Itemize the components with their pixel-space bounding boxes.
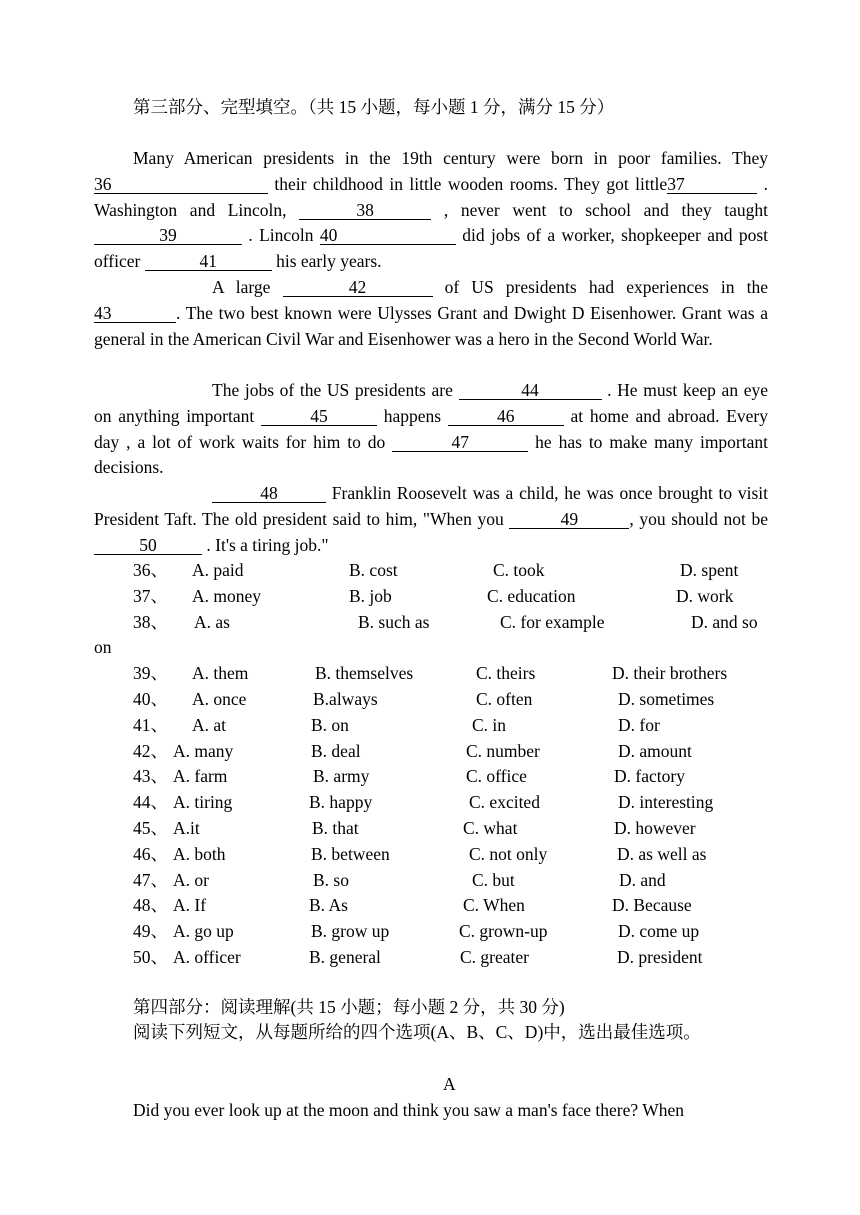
option-row: [0, 740, 860, 765]
option-choice-a: A. once: [192, 689, 247, 709]
option-row: [0, 946, 860, 971]
option-choice-b: B. such as: [358, 611, 430, 632]
option-choice-b: B. on: [311, 714, 349, 735]
option-row: [0, 611, 860, 636]
passage-a-first-line: Did you ever look up at the moon and think you saw a man's face there? When: [133, 1100, 685, 1120]
option-choice-b: B. job: [349, 585, 392, 606]
option-row: [0, 894, 860, 919]
option-choice-c: C. greater: [460, 947, 529, 967]
option-choice-b: B. cost: [349, 560, 398, 580]
option-choice-c: C. not only: [469, 843, 548, 864]
part4-instruction: 阅读下列短文，从每题所给的四个选项(A、B、C、D)中，选出最佳选项。: [133, 1022, 701, 1042]
option-choice-a: A. go up: [173, 921, 234, 942]
option-row: [0, 714, 860, 739]
option-choice-a: A. or: [173, 869, 209, 890]
passage-paragraph-1: [94, 146, 768, 275]
option-row: [0, 791, 860, 816]
option-number: 45、: [133, 818, 168, 838]
option-choice-c: C. number: [466, 740, 540, 761]
option-choice-b: B.always: [313, 689, 378, 709]
passage-text: at home and abroad. Every day , a lot of work waits for him to do: [94, 405, 768, 452]
option-choice-d: D. president: [617, 947, 703, 967]
option-number: 46、: [133, 843, 168, 864]
option-choice-c: C. but: [472, 869, 515, 890]
option-choice-d: D. work: [676, 585, 734, 606]
option-choice-a: A. If: [173, 895, 207, 916]
option-row: [0, 585, 860, 610]
option-choice-a: A.it: [173, 818, 200, 838]
option-choice-a: A. both: [173, 843, 226, 864]
option-choice-d: D. come up: [618, 921, 700, 942]
blank-38: 38: [299, 201, 431, 220]
option-choice-b: B. themselves: [315, 663, 414, 684]
blank-49: 49: [509, 510, 629, 529]
option-row: [0, 688, 860, 713]
option-choice-d: D. and so: [691, 611, 758, 632]
blank-36: 36: [94, 175, 268, 194]
passage-text: . Washington and Lincoln,: [94, 173, 768, 220]
option-row: [0, 869, 860, 894]
option-choice-d: D. as well as: [617, 843, 707, 864]
option-number: 48、: [133, 895, 168, 916]
passage-text: A large: [212, 277, 283, 297]
option-choice-d: D. interesting: [618, 792, 714, 813]
passage-text: Franklin Roosevelt was a child, he was once brought to visit President Taft. The old president said to him, "When you: [94, 483, 768, 529]
passage-text: . The two best known were Ulysses Grant and Dwight D Eisenhower. Grant was a general in the American Civil War and Eisenhower was a hero in the Second World War.: [94, 302, 768, 349]
option-choice-c: C. When: [463, 895, 525, 916]
option-number: 38、: [133, 611, 168, 632]
option-number: 36、: [133, 560, 168, 580]
option-choice-b: B. that: [312, 818, 359, 838]
blank-40: 40: [320, 226, 456, 245]
option-choice-c: C. education: [487, 585, 576, 606]
option-choice-a: A. many: [173, 740, 234, 761]
blank-42: 42: [283, 278, 433, 297]
option-choice-b: B. happy: [309, 792, 373, 813]
option-number: 43、: [133, 766, 168, 787]
option-choice-b: B. army: [313, 766, 370, 787]
option-number: 40、: [133, 689, 168, 709]
option-choice-b: B. general: [309, 947, 381, 967]
passage-text: their childhood in little wooden rooms. They got little: [268, 173, 668, 194]
option-choice-d: D. amount: [618, 740, 692, 761]
option-wrap-row: [0, 636, 860, 661]
option-number: 39、: [133, 663, 168, 684]
option-choice-c: C. grown-up: [459, 921, 548, 942]
option-row: [0, 817, 860, 842]
passage-text: he has to make many important decisions.: [94, 431, 769, 478]
passage-text: , you should not be: [629, 508, 768, 529]
option-number: 44、: [133, 792, 168, 813]
option-choice-c: C. often: [476, 689, 533, 709]
option-row: [0, 559, 860, 584]
passage-text: did jobs of a worker, shopkeeper and post officer: [94, 225, 768, 272]
option-choice-d: D. for: [618, 714, 660, 735]
blank-46: 46: [448, 407, 564, 426]
option-choice-a: A. them: [192, 663, 249, 684]
option-choice-a: A. officer: [173, 947, 241, 967]
option-number: 37、: [133, 585, 168, 606]
option-row: [0, 843, 860, 868]
blank-47: 47: [392, 433, 528, 452]
option-choice-d: D. and: [619, 869, 666, 890]
option-choice-c: C. theirs: [476, 663, 536, 684]
option-number: 41、: [133, 714, 168, 735]
option-choice-a: A. at: [192, 714, 227, 735]
option-choice-b: B. As: [309, 895, 348, 916]
option-number: 47、: [133, 869, 168, 890]
option-choice-d: D. spent: [680, 560, 739, 580]
option-choice-d: D. factory: [614, 766, 685, 787]
blank-37: 37: [667, 175, 757, 194]
option-choice-a: A. paid: [192, 560, 244, 580]
passage-text: happens: [376, 405, 448, 426]
option-choice-c: C. in: [472, 714, 507, 735]
option-choice-a: A. money: [192, 585, 262, 606]
passage-paragraph-4: [94, 481, 768, 558]
passage-paragraph-3: [94, 378, 768, 481]
passage-text: Many American presidents in the 19th century were born in poor families. They: [133, 148, 768, 168]
option-choice-a: A. tiring: [173, 792, 233, 813]
blank-39: 39: [94, 226, 242, 245]
option-choice-b: B. so: [313, 869, 349, 890]
blank-44: 44: [459, 381, 602, 400]
passage-text: . It's a tiring job.": [202, 534, 329, 555]
option-choice-c: C. excited: [469, 792, 540, 813]
option-choice-d: D. their brothers: [612, 663, 728, 684]
option-row: [0, 662, 860, 687]
option-number: 42、: [133, 740, 168, 761]
part3-heading: 第三部分、完型填空。（共 15 小题，每小题 1 分，满分 15 分）: [133, 97, 615, 117]
section-label: A: [443, 1074, 456, 1094]
option-choice-b: B. deal: [311, 740, 361, 761]
passage-text: . He must keep an eye on anything important: [94, 380, 769, 426]
passage-text: The jobs of the US presidents are: [212, 380, 459, 400]
option-choice-d: D. however: [614, 818, 696, 838]
option-row: [0, 920, 860, 945]
passage-paragraph-2: [94, 275, 768, 352]
option-choice-c: C. what: [463, 818, 518, 838]
passage-text: , never went to school and they taught: [431, 199, 768, 220]
option-number: 50、: [133, 947, 168, 967]
option-choice-a: A. as: [194, 611, 230, 632]
option-choice-c: C. took: [493, 560, 545, 580]
option-choice-a: A. farm: [173, 766, 228, 787]
passage-text: of US presidents had experiences in the: [432, 277, 768, 297]
part4-heading: 第四部分：阅读理解(共 15 小题；每小题 2 分，共 30 分): [133, 997, 565, 1017]
option-wrap-text: on: [94, 637, 112, 658]
option-choice-c: C. for example: [500, 611, 605, 632]
blank-41: 41: [145, 252, 272, 271]
option-row: [0, 765, 860, 790]
option-choice-b: B. grow up: [311, 921, 390, 942]
blank-48: 48: [212, 484, 326, 503]
blank-45: 45: [261, 407, 377, 426]
blank-50: 50: [94, 536, 202, 555]
option-choice-d: D. Because: [612, 895, 692, 916]
option-choice-d: D. sometimes: [618, 689, 715, 709]
option-number: 49、: [133, 921, 168, 942]
option-choice-c: C. office: [466, 766, 527, 787]
passage-text: his early years.: [271, 251, 382, 272]
blank-43: 43: [94, 304, 176, 323]
option-choice-b: B. between: [311, 843, 390, 864]
passage-text: . Lincoln: [242, 225, 320, 246]
